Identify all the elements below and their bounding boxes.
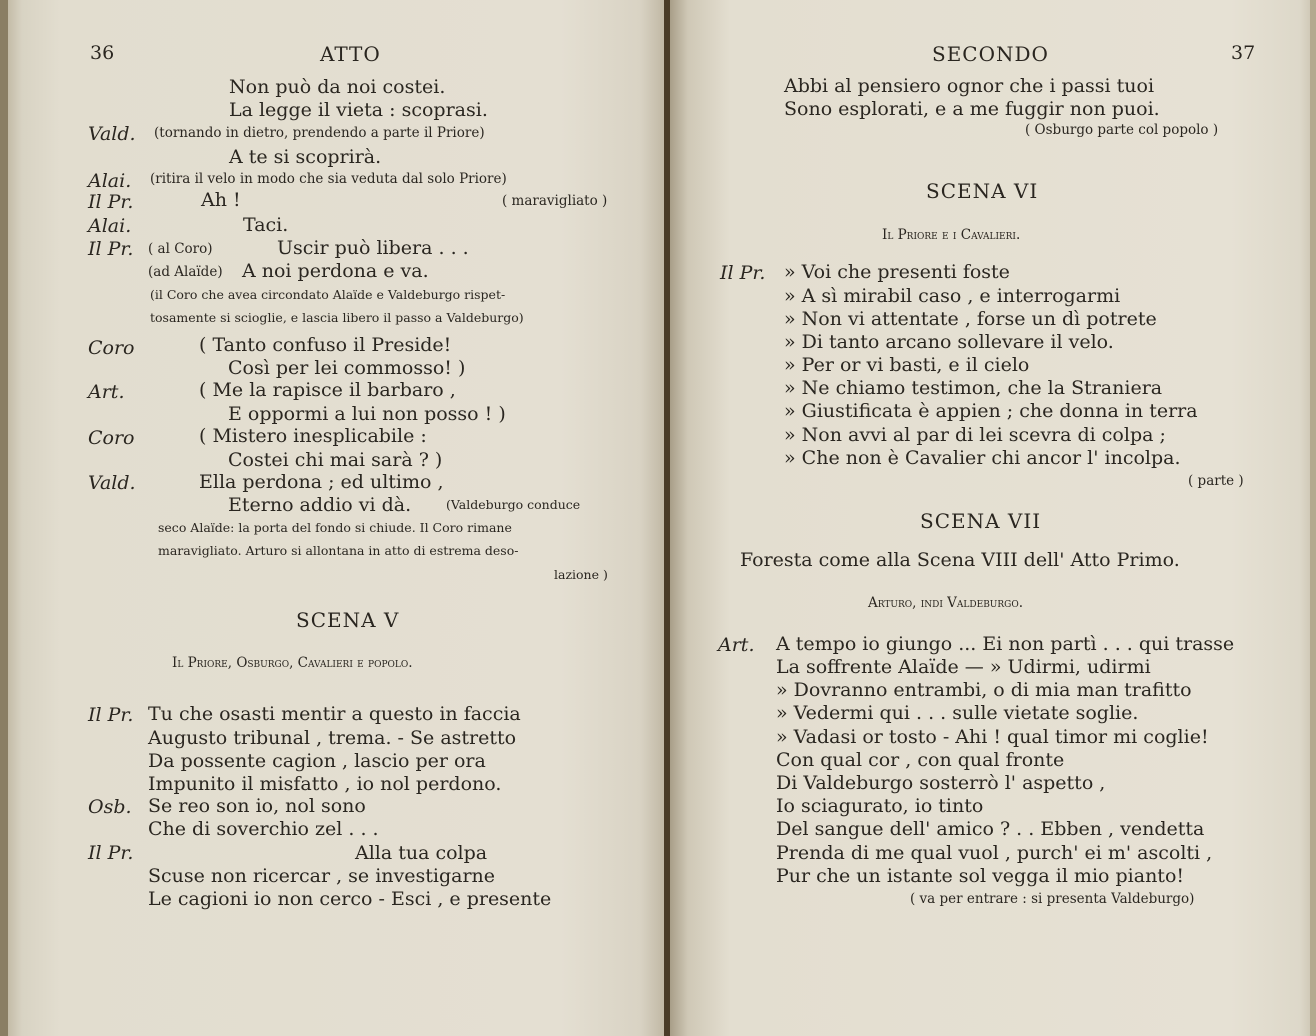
verse-line: Le cagioni io non cerco - Esci , e presente	[148, 888, 552, 910]
verse-line: Costei chi mai sarà ? )	[228, 449, 443, 471]
verse-line: Prenda di me qual vuol , purch' ei m' ascolti ,	[776, 842, 1213, 864]
verse-line: A te si scoprirà.	[229, 146, 382, 168]
verse-line: Con qual cor , con qual fronte	[776, 749, 1065, 771]
verse-line: E oppormi a lui non posso ! )	[228, 403, 506, 425]
book-edge	[0, 0, 8, 1036]
verse-line: Scuse non ricercar , se investigarne	[148, 865, 496, 887]
speaker-label: Il Pr.	[88, 238, 134, 260]
verse-line: Abbi al pensiero ognor che i passi tuoi	[784, 75, 1155, 97]
stage-direction: ( parte )	[1188, 473, 1244, 489]
running-head: SECONDO	[932, 42, 1049, 66]
character-list: Il Priore, Osburgo, Cavalieri e popolo.	[172, 655, 413, 671]
verse-line: ( Mistero inesplicabile :	[199, 425, 427, 447]
verse-line: » Non vi attentate , forse un dì potrete	[784, 308, 1157, 330]
stage-direction: ( Osburgo parte col popolo )	[1025, 122, 1219, 138]
scene-heading: SCENA VI	[926, 179, 1039, 203]
speaker-label: Alai.	[88, 215, 132, 237]
verse-line: Ah !	[201, 189, 241, 211]
stage-direction: ( al Coro)	[148, 241, 213, 257]
verse-line: Da possente cagion , lascio per ora	[148, 750, 486, 772]
verse-line: » Giustificata è appien ; che donna in terra	[784, 400, 1198, 422]
verse-line: Pur che un istante sol vegga il mio pianto!	[776, 865, 1185, 887]
verse-line: Ella perdona ; ed ultimo ,	[199, 471, 444, 493]
verse-line: ( Tanto confuso il Preside!	[199, 334, 452, 356]
verse-line: Alla tua colpa	[355, 842, 488, 864]
verse-line: » Non avvi al par di lei scevra di colpa ;	[784, 424, 1166, 446]
verse-line: A tempo io giungo ... Ei non partì . . . qui trasse	[776, 633, 1235, 655]
verse-line: Che di soverchio zel . . .	[148, 818, 379, 840]
verse-line: » A sì mirabil caso , e interrogarmi	[784, 285, 1121, 307]
verse-line: » Vadasi or tosto - Ahi ! qual timor mi coglie!	[776, 726, 1209, 748]
page-number: 36	[90, 42, 115, 64]
stage-direction: (il Coro che avea circondato Alaïde e Valdeburgo rispet-	[150, 287, 506, 302]
stage-direction: ( va per entrare : si presenta Valdeburgo)	[910, 891, 1195, 907]
stage-direction: tosamente si scioglie, e lascia libero il passo a Valdeburgo)	[150, 310, 524, 325]
speaker-label: Osb.	[88, 796, 132, 818]
running-head: ATTO	[320, 42, 381, 66]
stage-direction: (Valdeburgo conduce	[446, 497, 581, 512]
book-edge	[1310, 0, 1316, 1036]
verse-line: » Che non è Cavalier chi ancor l' incolpa.	[784, 447, 1181, 469]
scene-heading: SCENA V	[296, 608, 400, 632]
speaker-label: Coro	[88, 337, 135, 359]
verse-line: Augusto tribunal , trema. - Se astretto	[148, 727, 517, 749]
verse-line: » Dovranno entrambi, o di mia man trafitto	[776, 679, 1192, 701]
stage-direction: (tornando in dietro, prendendo a parte il Priore)	[154, 125, 485, 141]
verse-line: Di Valdeburgo sosterrò l' aspetto ,	[776, 772, 1106, 794]
verse-line: Se reo son io, nol sono	[148, 795, 366, 817]
speaker-label: Il Pr.	[88, 704, 134, 726]
stage-direction: lazione )	[554, 567, 608, 582]
page-number: 37	[1231, 42, 1256, 64]
verse-line: Io sciagurato, io tinto	[776, 795, 984, 817]
verse-line: Uscir può libera . . .	[277, 237, 469, 259]
verse-line: Eterno addio vi dà.	[228, 494, 412, 516]
right-page	[670, 0, 1316, 1036]
verse-line: Impunito il misfatto , io nol perdono.	[148, 773, 502, 795]
verse-line: ( Me la rapisce il barbaro ,	[199, 379, 456, 401]
speaker-label: Art.	[718, 634, 755, 656]
speaker-label: Coro	[88, 427, 135, 449]
verse-line: La soffrente Alaïde — » Udirmi, udirmi	[776, 656, 1151, 678]
speaker-label: Vald.	[88, 123, 136, 145]
verse-line: » Per or vi basti, e il cielo	[784, 354, 1030, 376]
stage-direction: (ad Alaïde)	[148, 264, 223, 280]
speaker-label: Il Pr.	[88, 191, 134, 213]
stage-direction: maravigliato. Arturo si allontana in atto di estrema deso-	[158, 543, 519, 558]
speaker-label: Alai.	[88, 170, 132, 192]
verse-line: » Vedermi qui . . . sulle vietate soglie.	[776, 702, 1139, 724]
verse-line: Tu che osasti mentir a questo in faccia	[148, 703, 521, 725]
verse-line: Così per lei commosso! )	[228, 357, 466, 379]
verse-line: » Di tanto arcano sollevare il velo.	[784, 331, 1114, 353]
verse-line: Del sangue dell' amico ? . . Ebben , vendetta	[776, 818, 1205, 840]
character-list: Arturo, indi Valdeburgo.	[868, 595, 1024, 611]
stage-direction: seco Alaïde: la porta del fondo si chiude. Il Coro rimane	[158, 520, 512, 535]
verse-line: A noi perdona e va.	[242, 260, 429, 282]
stage-direction: (ritira il velo in modo che sia veduta dal solo Priore)	[150, 171, 507, 187]
verse-line: Taci.	[243, 214, 289, 236]
verse-line: » Voi che presenti foste	[784, 261, 1010, 283]
scene-heading: SCENA VII	[920, 509, 1042, 533]
verse-line: Sono esplorati, e a me fuggir non puoi.	[784, 98, 1160, 120]
verse-line: » Ne chiamo testimon, che la Straniera	[784, 377, 1163, 399]
speaker-label: Il Pr.	[720, 262, 766, 284]
verse-line: La legge il vieta : scoprasi.	[229, 99, 488, 121]
character-list: Il Priore e i Cavalieri.	[882, 227, 1021, 243]
verse-line: Non può da noi costei.	[229, 76, 446, 98]
speaker-label: Il Pr.	[88, 842, 134, 864]
speaker-label: Art.	[88, 381, 125, 403]
speaker-label: Vald.	[88, 472, 136, 494]
scene-setting: Foresta come alla Scena VIII dell' Atto Primo.	[740, 549, 1180, 571]
stage-direction: ( maravigliato )	[502, 193, 608, 209]
